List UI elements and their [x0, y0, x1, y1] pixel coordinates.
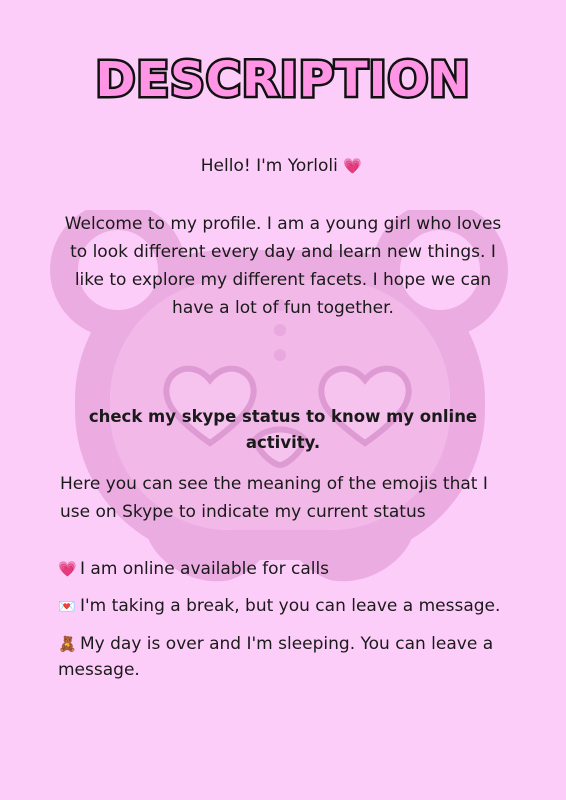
pink-heart-icon: 💗	[58, 560, 77, 578]
status-item-sleeping	[58, 631, 528, 683]
status-text-break: I'm taking a break, but you can leave a message.	[80, 596, 501, 616]
pink-heart-icon: 💗	[343, 157, 362, 175]
teddy-bear-icon: 🧸	[58, 635, 77, 653]
emoji-meaning-intro: Here you can see the meaning of the emojis that I use on Skype to indicate my current status	[60, 474, 488, 522]
love-letter-icon: 💌	[58, 599, 76, 615]
status-text-sleeping: My day is over and I'm sleeping. You can leave a message.	[58, 634, 494, 680]
intro-paragraph: Welcome to my profile. I am a young girl who loves to look different every day and learn new things. I like to explore my different facets. I hope we can have a lot of fun together.	[64, 214, 502, 318]
greeting-text: Hello! I'm Yorloli	[200, 156, 338, 176]
status-item-online	[58, 556, 528, 582]
page-title: DESCRIPTION	[95, 52, 471, 108]
status-list	[58, 556, 528, 694]
status-text-online: I am online available for calls	[80, 559, 330, 579]
status-item-break	[58, 593, 528, 620]
greeting-line	[0, 156, 566, 176]
skype-status-heading: check my skype status to know my online activity.	[88, 407, 478, 452]
